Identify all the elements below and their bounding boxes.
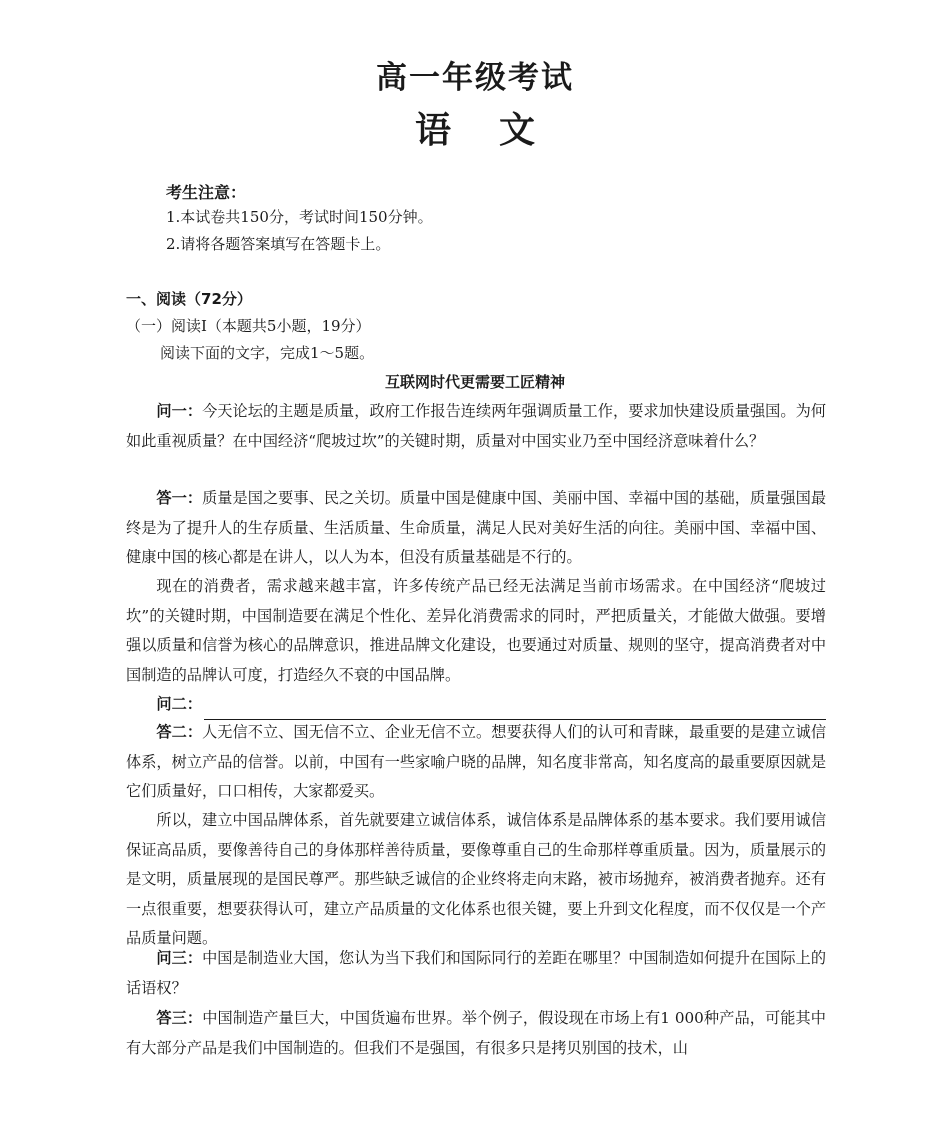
answer-3-label: 答三： (156, 1009, 203, 1027)
notice-item: 1.本试卷共150分，考试时间150分钟。 (166, 208, 433, 226)
question-3-text: 中国是制造业大国，您认为当下我们和国际同行的差距在哪里？中国制造如何提升在国际上的话语权？ (126, 949, 827, 997)
exam-title: 高一年级考试 (376, 60, 574, 96)
answer-2 (126, 718, 826, 807)
question-3 (126, 944, 826, 1003)
question-3-label: 问三： (156, 949, 203, 967)
answer-3-text: 中国制造产量巨大，中国货遍布世界。举个例子，假设现在市场上有1 000种产品，可能其中有大部分产品是我们中国制造的。但我们不是强国，有很多只是拷贝别国的技术，山 (126, 1009, 826, 1057)
question-2 (126, 690, 826, 720)
answer-1-label: 答一： (156, 489, 203, 507)
answer-2-label: 答二： (156, 723, 203, 741)
answer-1-text: 质量是国之要事、民之关切。质量中国是健康中国、美丽中国、幸福中国的基础，质量强国最终是为了提升人的生存质量、生活质量、生命质量，满足人民对美好生活的向往。美丽中国、幸福中国、健康中国的核心都是在讲人，以人为本，但没有质量基础是不行的。 (126, 489, 827, 566)
answer-1-paragraph-2: 现在的消费者，需求越来越丰富，许多传统产品已经无法满足当前市场需求。在中国经济“爬坡过坎”的关键时期，中国制造要在满足个性化、差异化消费需求的同时，严把质量关，才能做大做强。要增强以质量和信誉为核心的品牌意识，推进品牌文化建设，也要通过对质量、规则的坚守，提高消费者对中国制造的品牌认可度，打造经久不衰的中国品牌。 (126, 577, 826, 684)
answer-2-text: 人无信不立、国无信不立、企业无信不立。想要获得人们的认可和青睐，最重要的是建立诚信体系，树立产品的信誉。以前，中国有一些家喻户晓的品牌，知名度非常高，知名度高的最重要原因就是它们质量好，口口相传，大家都爱买。 (126, 723, 827, 800)
exam-subject: 语文 (414, 110, 583, 151)
question-1 (126, 397, 826, 456)
article-title: 互联网时代更需要工匠精神 (384, 373, 565, 391)
question-2-label: 问二： (156, 695, 202, 713)
question-2-blank-line (204, 701, 826, 720)
section-heading: 一、阅读（72分） (126, 290, 252, 308)
sub-section-heading: （一）阅读Ⅰ（本题共5小题，19分） (126, 317, 371, 335)
notice-heading: 考生注意： (166, 183, 247, 202)
answer-1 (126, 484, 826, 573)
answer-2-paragraph-2: 所以，建立中国品牌体系，首先就要建立诚信体系，诚信体系是品牌体系的基本要求。我们要用诚信保证高品质，要像善待自己的身体那样善待质量，要像尊重自己的生命那样尊重质量。因为，质量展示的是文明，质量展现的是国民尊严。那些缺乏诚信的企业终将走向末路，被市场抛弃，被消费者抛弃。还有一点很重要，想要获得认可，建立产品质量的文化体系也很关键，要上升到文化程度，而不仅仅是一个产品质量问题。 (126, 811, 826, 947)
question-1-label: 问一： (156, 402, 203, 420)
notice-item: 2.请将各题答案填写在答题卡上。 (166, 235, 391, 253)
reading-instruction: 阅读下面的文字，完成1～5题。 (160, 344, 375, 362)
question-1-text: 今天论坛的主题是质量，政府工作报告连续两年强调质量工作，要求加快建设质量强国。为何如此重视质量？在中国经济“爬坡过坎”的关键时期，质量对中国实业乃至中国经济意味着什么？ (126, 402, 827, 450)
answer-3 (126, 1004, 826, 1063)
